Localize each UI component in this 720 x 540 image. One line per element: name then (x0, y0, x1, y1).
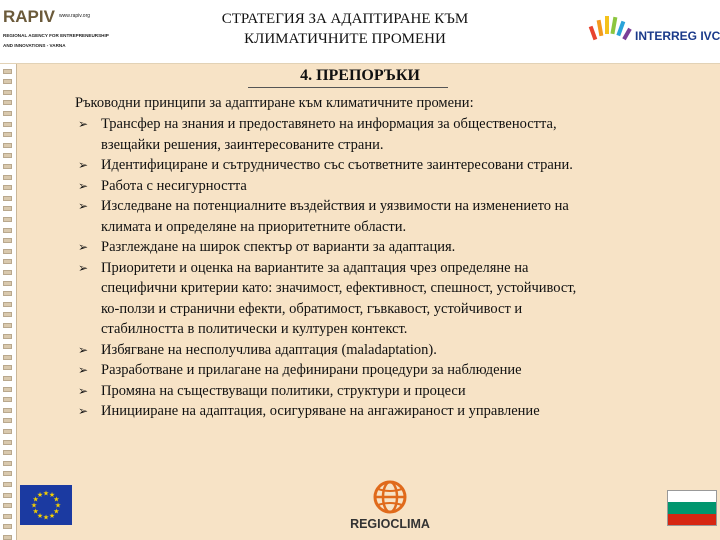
bullet-arrow-icon: ➢ (78, 117, 89, 131)
film-hole (3, 90, 12, 95)
eu-star: ★ (30, 501, 38, 510)
list-item (75, 258, 705, 340)
film-hole (3, 461, 12, 466)
list-item-line: Промяна на съществуващи политики, структури и процеси (101, 382, 466, 399)
film-hole (3, 429, 12, 434)
list-item-line: климата и определяне на приоритетните области. (101, 218, 407, 235)
film-hole (3, 312, 12, 317)
list-item (75, 401, 705, 422)
film-hole (3, 217, 12, 222)
film-hole (3, 376, 12, 381)
list-item (75, 155, 705, 176)
list-item (75, 196, 705, 237)
film-hole (3, 111, 12, 116)
list-item (75, 237, 705, 258)
list-item-line: Трансфер на знания и предоставянето на информация за обществеността, (101, 116, 557, 132)
film-hole (3, 503, 12, 508)
eu-star: ★ (53, 507, 60, 516)
bulgaria-flag (667, 490, 717, 526)
list-item-line: Идентифициране и сътрудничество със съответните заинтересовани страни. (101, 157, 573, 173)
film-hole (3, 238, 12, 243)
film-hole (3, 196, 12, 201)
list-item-line: ко-ползи и странични ефекти, обратимост, гъвкавост, устойчивост и (101, 300, 523, 317)
rapiv-subtitle-line1: REGIONAL AGENCY FOR ENTREPRENEURSHIP (3, 33, 109, 38)
list-item-line: Избягване на несполучлива адаптация (maladaptation). (101, 341, 437, 358)
film-hole (3, 132, 12, 137)
film-hole (3, 365, 12, 370)
list-item (75, 114, 705, 155)
film-hole (3, 302, 12, 307)
bullet-arrow-icon: ➢ (78, 383, 89, 398)
slide-title (150, 9, 540, 49)
bg-flag-green-stripe (668, 502, 716, 513)
list-item-line: взещайки решения, заинтересованите страни. (101, 136, 384, 153)
film-hole (3, 291, 12, 296)
bullet-arrow-icon: ➢ (78, 260, 89, 275)
film-hole (3, 153, 12, 158)
film-hole (3, 206, 12, 211)
rapiv-brand: RAPIV (3, 7, 55, 26)
slide-header (0, 0, 720, 64)
film-hole (3, 355, 12, 360)
film-hole (3, 535, 12, 540)
section-heading: 4. ПРЕПОРЪКИ (300, 67, 420, 84)
regioclima-label: REGIOCLIMA (350, 517, 430, 531)
bg-flag-white-stripe (668, 491, 716, 502)
interreg-logo (585, 4, 720, 59)
interreg-swirl-icon (587, 12, 633, 54)
film-hole (3, 334, 12, 339)
bullet-arrow-icon: ➢ (78, 199, 89, 213)
rapiv-url: www.rapiv.org (59, 13, 91, 19)
film-hole (3, 281, 12, 286)
rapiv-subtitle-line2: AND INNOVATIONS - VARNA (3, 43, 66, 48)
bullet-arrow-icon: ➢ (78, 178, 89, 193)
film-hole (3, 185, 12, 190)
bullet-arrow-icon: ➢ (78, 158, 89, 172)
film-hole (3, 175, 12, 180)
recommendations-list (75, 114, 705, 422)
intro-text: Ръководни принципи за адаптиране към климатичните промени: (75, 95, 474, 111)
slide-title-line1: СТРАТЕГИЯ ЗА АДАПТИРАНЕ КЪМ (221, 11, 469, 27)
film-hole (3, 100, 12, 105)
bullet-arrow-icon: ➢ (78, 404, 89, 418)
film-hole (3, 440, 12, 445)
eu-star: ★ (36, 511, 44, 520)
regioclima-logo (340, 477, 440, 537)
eu-star: ★ (42, 513, 50, 522)
eu-star: ★ (53, 495, 60, 504)
film-hole (3, 344, 12, 349)
list-item (75, 176, 705, 197)
film-hole (3, 397, 12, 402)
slide-title-line2: КЛИМАТИЧНИТЕ ПРОМЕНИ (244, 31, 446, 47)
bullet-arrow-icon: ➢ (78, 363, 89, 377)
list-item (75, 381, 705, 402)
section-divider (248, 87, 448, 88)
film-hole (3, 249, 12, 254)
list-item-line: Разработване и прилагане на дефинирани процедури за наблюдение (101, 362, 522, 378)
list-item (75, 360, 705, 381)
list-item-line: специфични критерии като: значимост, ефективност, спешност, устойчивост, (101, 280, 577, 296)
film-hole (3, 450, 12, 455)
list-item (75, 340, 705, 361)
film-hole (3, 493, 12, 498)
film-hole (3, 418, 12, 423)
film-hole (3, 228, 12, 233)
list-item-line: Изследване на потенциалните въздействия и уязвимости на изменението на (101, 198, 569, 214)
list-item-line: Приоритети и оценка на вариантите за адаптация чрез определяне на (101, 259, 529, 276)
interreg-label: INTERREG IVC (635, 29, 720, 43)
eu-stars-icon (20, 485, 72, 525)
film-hole (3, 482, 12, 487)
film-hole (3, 323, 12, 328)
list-item-line: Работа с несигурността (101, 177, 247, 194)
film-hole (3, 122, 12, 127)
list-item-line: Разглеждане на широк спектър от варианти за адаптация. (101, 239, 456, 255)
list-item-line: Иницииране на адаптация, осигуряване на ангажираност и управление (101, 403, 540, 419)
eu-star: ★ (42, 489, 50, 498)
bg-flag-red-stripe (668, 514, 716, 525)
bullet-arrow-icon: ➢ (78, 240, 89, 254)
rapiv-logo (1, 3, 109, 59)
film-hole (3, 524, 12, 529)
list-item-line: стабилността в политически и културен контекст. (101, 321, 408, 337)
eu-star: ★ (54, 501, 62, 510)
regioclima-globe-icon (372, 479, 408, 515)
eu-star: ★ (36, 491, 44, 500)
eu-star: ★ (48, 491, 56, 500)
film-hole (3, 514, 12, 519)
eu-flag (20, 485, 72, 525)
film-hole (3, 259, 12, 264)
bullet-arrow-icon: ➢ (78, 342, 89, 357)
film-hole (3, 143, 12, 148)
film-hole (3, 270, 12, 275)
eu-star: ★ (48, 511, 56, 520)
film-hole (3, 164, 12, 169)
eu-star: ★ (32, 507, 39, 516)
film-hole (3, 408, 12, 413)
eu-star: ★ (32, 495, 39, 504)
film-hole (3, 471, 12, 476)
film-hole (3, 387, 12, 392)
